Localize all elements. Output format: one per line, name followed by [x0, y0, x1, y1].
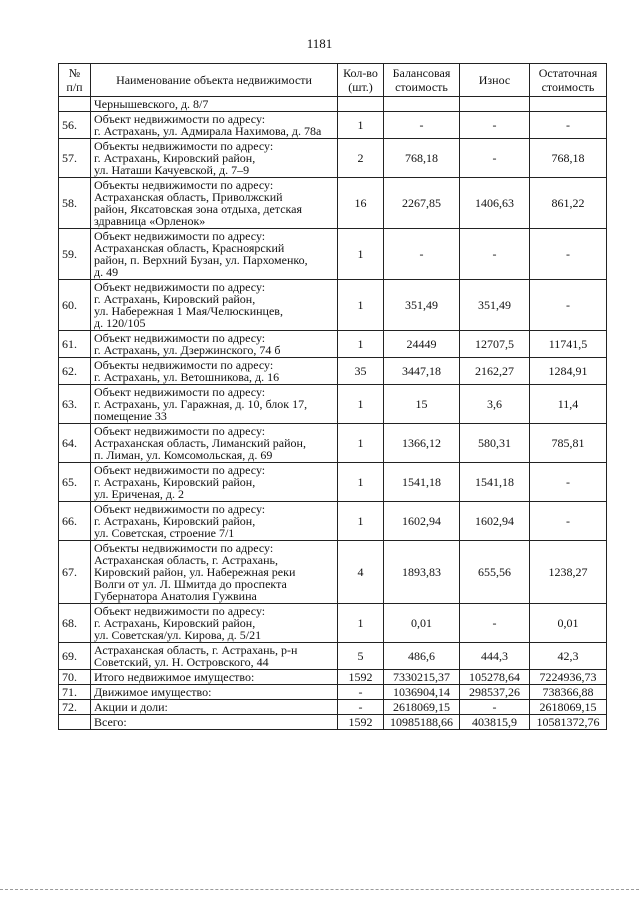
table-row	[59, 670, 607, 685]
cell-residual: -	[530, 280, 607, 331]
cell-wear: 1602,94	[460, 502, 530, 541]
table-row	[59, 463, 607, 502]
cell-balance: 10985188,66	[384, 715, 460, 730]
cell-balance: 2618069,15	[384, 700, 460, 715]
cell-residual: -	[530, 502, 607, 541]
header-num: № п/п	[59, 64, 91, 97]
cell-num: 64.	[59, 424, 91, 463]
cell-num: 56.	[59, 112, 91, 139]
cell-name: Объект недвижимости по адресу: г. Астрахань, ул. Адмирала Нахимова, д. 78а	[91, 112, 338, 139]
cell-qty: 35	[338, 358, 384, 385]
cell-qty: -	[338, 685, 384, 700]
cell-balance: 768,18	[384, 139, 460, 178]
cell-name: Объект недвижимости по адресу: г. Астрахань, Кировский район, ул. Советская, строение 7/1	[91, 502, 338, 541]
cell-qty: 1	[338, 229, 384, 280]
cell-wear: 580,31	[460, 424, 530, 463]
table-row	[59, 502, 607, 541]
cell-balance: 7330215,37	[384, 670, 460, 685]
cell-balance: -	[384, 112, 460, 139]
header-wear: Износ	[460, 64, 530, 97]
table-row	[59, 358, 607, 385]
cell-wear: 2162,27	[460, 358, 530, 385]
table-row	[59, 685, 607, 700]
table-row	[59, 331, 607, 358]
cell-wear: -	[460, 604, 530, 643]
page-number: 1181	[306, 36, 333, 51]
table-body	[59, 97, 607, 730]
cell-name: Объект недвижимости по адресу: г. Астрахань, ул. Дзержинского, 74 б	[91, 331, 338, 358]
cell-residual: 1284,91	[530, 358, 607, 385]
cell-qty: 1	[338, 280, 384, 331]
table-row	[59, 229, 607, 280]
cell-wear: 403815,9	[460, 715, 530, 730]
cell-wear: 1406,63	[460, 178, 530, 229]
cell-num: 63.	[59, 385, 91, 424]
cell-balance: 1366,12	[384, 424, 460, 463]
cell-residual: 2618069,15	[530, 700, 607, 715]
cell-name: Всего:	[91, 715, 338, 730]
table-row	[59, 385, 607, 424]
cell-residual: 11,4	[530, 385, 607, 424]
cell-balance: 15	[384, 385, 460, 424]
table-row	[59, 424, 607, 463]
cell-wear: 12707,5	[460, 331, 530, 358]
cell-num: 57.	[59, 139, 91, 178]
table-row	[59, 700, 607, 715]
cell-residual: 42,3	[530, 643, 607, 670]
cell-wear: 351,49	[460, 280, 530, 331]
cell-residual: 11741,5	[530, 331, 607, 358]
cell-num	[59, 97, 91, 112]
cell-name: Астраханская область, г. Астрахань, р-н Советский, ул. Н. Островского, 44	[91, 643, 338, 670]
cell-name: Объекты недвижимости по адресу: г. Астрахань, Кировский район, ул. Наташи Качуевской, д. 7–9	[91, 139, 338, 178]
cell-name: Объект недвижимости по адресу: г. Астрахань, Кировский район, ул. Советская/ул. Кирова, д. 5/21	[91, 604, 338, 643]
header-name: Наименование объекта недвижимости	[91, 64, 338, 97]
cell-residual: 0,01	[530, 604, 607, 643]
cell-balance: 2267,85	[384, 178, 460, 229]
table-row	[59, 715, 607, 730]
cell-qty: 16	[338, 178, 384, 229]
cell-num	[59, 715, 91, 730]
cell-qty: 4	[338, 541, 384, 604]
cell-num: 69.	[59, 643, 91, 670]
cell-residual	[530, 97, 607, 112]
cell-qty: 1592	[338, 670, 384, 685]
cell-num: 58.	[59, 178, 91, 229]
cell-num: 71.	[59, 685, 91, 700]
cell-balance: 351,49	[384, 280, 460, 331]
cell-num: 59.	[59, 229, 91, 280]
cell-wear: 298537,26	[460, 685, 530, 700]
cell-balance: 0,01	[384, 604, 460, 643]
table-row	[59, 178, 607, 229]
cell-num: 67.	[59, 541, 91, 604]
cell-qty: 5	[338, 643, 384, 670]
cell-wear: 655,56	[460, 541, 530, 604]
cell-wear: -	[460, 229, 530, 280]
cell-residual: 738366,88	[530, 685, 607, 700]
table-row	[59, 604, 607, 643]
cell-num: 60.	[59, 280, 91, 331]
cell-wear	[460, 97, 530, 112]
cell-balance	[384, 97, 460, 112]
cell-num: 66.	[59, 502, 91, 541]
cell-wear: -	[460, 139, 530, 178]
cell-wear: -	[460, 700, 530, 715]
cell-wear: -	[460, 112, 530, 139]
cell-balance: 1036904,14	[384, 685, 460, 700]
cell-name: Движимое имущество:	[91, 685, 338, 700]
cell-balance: 486,6	[384, 643, 460, 670]
cell-name: Итого недвижимое имущество:	[91, 670, 338, 685]
cell-qty: 1592	[338, 715, 384, 730]
cell-residual: 1238,27	[530, 541, 607, 604]
cell-residual: -	[530, 112, 607, 139]
cell-num: 68.	[59, 604, 91, 643]
cell-qty	[338, 97, 384, 112]
cell-name: Объекты недвижимости по адресу: г. Астрахань, ул. Ветошникова, д. 16	[91, 358, 338, 385]
cell-wear: 1541,18	[460, 463, 530, 502]
table-row	[59, 643, 607, 670]
cell-qty: 1	[338, 331, 384, 358]
table-header-row	[59, 64, 607, 97]
cell-name: Объект недвижимости по адресу: г. Астрахань, ул. Гаражная, д. 10, блок 17, помещение 33	[91, 385, 338, 424]
cell-name: Объекты недвижимости по адресу: Астраханская область, г. Астрахань, Кировский район, ул. Набережная реки Волги от ул. Л. Шмитда до проспекта Губернатора Анатолия Гужвина	[91, 541, 338, 604]
bottom-divider	[0, 889, 639, 890]
cell-residual: -	[530, 229, 607, 280]
table-row	[59, 280, 607, 331]
cell-wear: 444,3	[460, 643, 530, 670]
cell-name: Объект недвижимости по адресу: Астраханская область, Красноярский район, п. Верхний Бузан, ул. Пархоменко, д. 49	[91, 229, 338, 280]
table-row	[59, 541, 607, 604]
table-row	[59, 139, 607, 178]
cell-balance: 24449	[384, 331, 460, 358]
cell-num: 72.	[59, 700, 91, 715]
cell-balance: 1602,94	[384, 502, 460, 541]
header-balance: Балансовая стоимость	[384, 64, 460, 97]
cell-num: 70.	[59, 670, 91, 685]
cell-qty: 1	[338, 604, 384, 643]
cell-qty: 1	[338, 424, 384, 463]
header-residual: Остаточная стоимость	[530, 64, 607, 97]
cell-qty: 1	[338, 112, 384, 139]
cell-num: 65.	[59, 463, 91, 502]
cell-residual: 10581372,76	[530, 715, 607, 730]
cell-name: Чернышевского, д. 8/7	[91, 97, 338, 112]
cell-wear: 105278,64	[460, 670, 530, 685]
cell-num: 62.	[59, 358, 91, 385]
cell-qty: 1	[338, 385, 384, 424]
cell-residual: 785,81	[530, 424, 607, 463]
cell-name: Объект недвижимости по адресу: Астраханская область, Лиманский район, п. Лиман, ул. Комсомольская, д. 69	[91, 424, 338, 463]
cell-name: Объекты недвижимости по адресу: Астраханская область, Приволжский район, Яксатовская зона отдыха, детская здравница «Орленок»	[91, 178, 338, 229]
property-table	[58, 63, 607, 730]
cell-balance: -	[384, 229, 460, 280]
cell-qty: 1	[338, 502, 384, 541]
cell-balance: 1893,83	[384, 541, 460, 604]
header-qty: Кол-во (шт.)	[338, 64, 384, 97]
cell-name: Объект недвижимости по адресу: г. Астрахань, Кировский район, ул. Ериченая, д. 2	[91, 463, 338, 502]
cell-qty: 2	[338, 139, 384, 178]
cell-qty: -	[338, 700, 384, 715]
cell-wear: 3,6	[460, 385, 530, 424]
cell-qty: 1	[338, 463, 384, 502]
cell-balance: 1541,18	[384, 463, 460, 502]
cell-residual: 7224936,73	[530, 670, 607, 685]
cell-residual: 861,22	[530, 178, 607, 229]
cell-name: Объект недвижимости по адресу: г. Астрахань, Кировский район, ул. Набережная 1 Мая/Челюскинцев, д. 120/105	[91, 280, 338, 331]
cell-balance: 3447,18	[384, 358, 460, 385]
table-row	[59, 97, 607, 112]
cell-residual: -	[530, 463, 607, 502]
cell-residual: 768,18	[530, 139, 607, 178]
table-row	[59, 112, 607, 139]
cell-name: Акции и доли:	[91, 700, 338, 715]
cell-num: 61.	[59, 331, 91, 358]
